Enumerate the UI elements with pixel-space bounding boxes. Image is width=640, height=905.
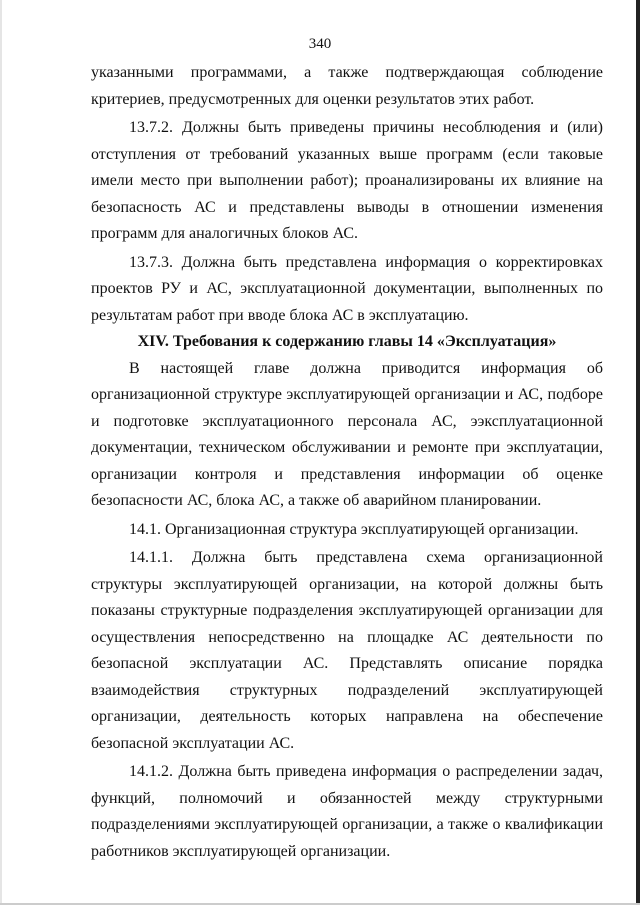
page-number: 340 [308,36,332,52]
paragraph-13-7-3: 13.7.3. Должна быть представлена информация о корректировках проектов РУ и АС, эксплуатационной документации, выполненных по результатам работ при вводе блока АС в эксплуатацию. [91,253,603,324]
paragraph-14-1: 14.1. Организационная структура эксплуатирующей организации. [129,520,579,538]
page-right-edge [636,0,640,905]
paragraph-14-1-2: 14.1.2. Должна быть приведена информация о распределении задач, функций, полномочий и обязанностей между структурными подразделениями эксплуатирующей организации, а также о квалификации работников эксплуатирующей организации. [91,763,603,860]
section-heading: XIV. Требования к содержанию главы 14 «Эксплуатация» [137,333,557,350]
page-left-edge [0,0,2,905]
paragraph-continuation: указанными программами, а также подтверждающая соблюдение критериев, предусмотренных для оценки результатов этих работ. [91,64,603,108]
paragraph-intro: В настоящей главе должна приводится информация об организационной структуре эксплуатирующей организации и АС, подборе и подготовке эксплуатационного персонала АС, ээксплуатационной документации, техническом обслуживании и ремонте при эксплуатации, организации контроля и представления информации об оценке безопасности АС, блока АС, а также об аварийном планировании. [91,359,603,509]
paragraph-13-7-2: 13.7.2. Должны быть приведены причины несоблюдения и (или) отступления от требований указанных выше программ (если таковые имели место при выполнении работ); проанализированы их влияние на безопасность АС и представлены выводы в отношении изменения программ для аналогичных блоков АС. [91,119,603,242]
paragraph-14-1-1: 14.1.1. Должна быть представлена схема организационной структуры эксплуатирующей организации, на которой должны быть показаны структурные подразделения эксплуатирующей организации для осуществления непосредственно на площадке АС деятельности по безопасной эксплуатации АС. Представлять описание порядка взаимодействия структурных подразделений эксплуатирующей организации, деятельность которых направлена на обеспечение безопасной эксплуатации АС. [91,549,603,752]
document-body [91,60,603,865]
